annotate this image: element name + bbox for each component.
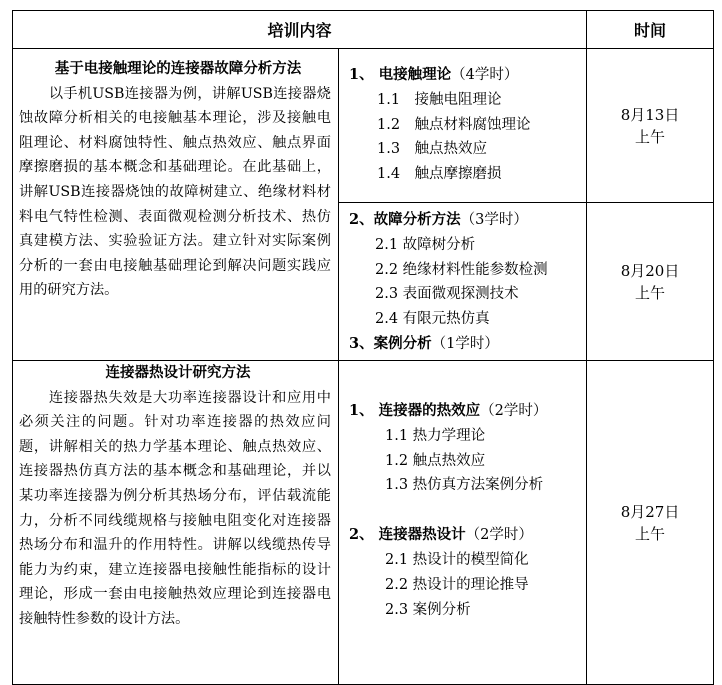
topic-heading: 1、 连接器的热效应（2学时） [349,402,548,419]
training-schedule-table [12,10,714,685]
row1-block1-topics [339,49,587,203]
row2-time [587,361,714,685]
date-text: 8月20日 [620,261,680,280]
row2-description-cell [13,361,339,685]
row1-title: 基于电接触理论的连接器故障分析方法 [54,60,302,77]
topic-heading: 2、 连接器热设计（2学时） [349,526,533,544]
topic-subitem: 2.4 有限元热仿真 [375,311,490,328]
topic-heading: 2、故障分析方法（3学时） [349,211,528,228]
date-text: 8月27日 [620,502,680,521]
topic-subitem: 2.1 热设计的模型简化 [385,551,529,568]
topic-subitem: 2.2 热设计的理论推导 [385,576,529,593]
topic-subitem: 1.3 热仿真方法案例分析 [385,477,544,494]
topic-subitem: 2.3 表面微观探测技术 [375,286,519,303]
period-text: 上午 [635,524,666,543]
row1-block2-topics [339,203,587,361]
topic-subitem: 1.2 触点材料腐蚀理论 [377,116,531,133]
header-content: 培训内容 [13,11,587,49]
row1-description: 以手机USB连接器为例，讲解USB连接器烧蚀故障分析相关的电接触基本理论，涉及接触电阻理论、材料腐蚀特性、触点热效应、触点界面摩擦磨损的基本概念和基础理论。在此基础上，讲解USB连接器烧蚀的故障树建立、绝缘材料材料电气特性检测、表面微观检测分析技术、热仿真建模方法、实验验证方法。建立针对实际案例分析的一套由电接触基础理论到解决问题实践应用的研究方法。 [19,85,331,299]
table-row [13,361,714,685]
topic-subitem: 1.4 触点摩擦磨损 [377,166,502,183]
topic-heading: 1、 电接触理论（4学时） [349,66,519,83]
row1-block1-time [587,49,714,203]
row2-topics [339,361,587,685]
header-time: 时间 [587,11,714,49]
topic-subitem: 2.3 案例分析 [385,601,471,618]
topic-subitem: 1.2 触点热效应 [385,452,486,469]
row1-block2-time [587,203,714,361]
row2-title: 连接器热设计研究方法 [105,364,251,381]
row2-description: 连接器热失效是大功率连接器设计和应用中必须关注的问题。针对功率连接器的热效应问题，讲解相关的热力学基本理论、触点热效应、连接器热仿真方法的基本概念和基础理论，并以某功率连接器为例分析其热场分布，评估载流能力，分析不同线缆规格与接触电阻变化对连接器热场分布和温升的作用特性。讲解以线缆热传导能力为约束，建立连接器电接触性能指标的设计理论，形成一套由电接触热效应理论到连接器电接触特性参数的设计方法。 [19,389,331,627]
topic-subitem: 1.1 热力学理论 [385,427,486,444]
period-text: 上午 [635,127,666,146]
topic-subitem: 1.3 触点热效应 [377,141,488,158]
date-text: 8月13日 [620,105,680,124]
topic-heading: 3、案例分析（1学时） [349,334,499,352]
topic-subitem: 2.1 故障树分析 [375,236,476,253]
topic-subitem: 1.1 接触电阻理论 [377,91,502,108]
row1-description-cell [13,49,339,361]
table-row [13,49,714,203]
period-text: 上午 [635,283,666,302]
topic-subitem: 2.2 绝缘材料性能参数检测 [375,261,548,278]
table-header-row [13,11,714,49]
